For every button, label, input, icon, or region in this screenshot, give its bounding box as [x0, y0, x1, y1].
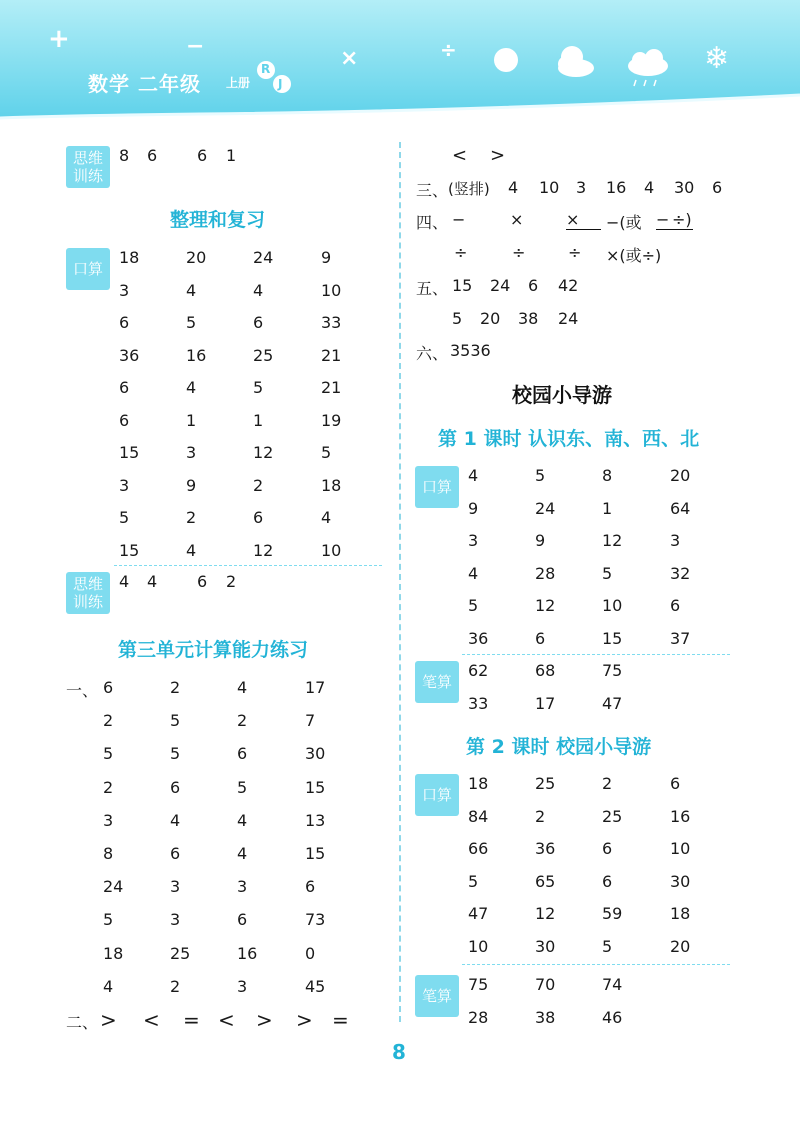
review-cell: 3 [119, 280, 130, 300]
unit3-cell: 0 [305, 943, 316, 963]
unit3-cell: 3 [170, 910, 181, 930]
part3-item: 16 [606, 178, 627, 197]
lesson2-cell: 65 [535, 871, 556, 891]
part2-item: < [218, 1008, 235, 1032]
lesson1-cell: 5 [468, 596, 479, 615]
lesson1-cell: 12 [602, 531, 623, 550]
unit3-cell: 6 [170, 777, 181, 797]
badge-j-label: J [278, 77, 283, 91]
lesson2-cell: 6 [602, 871, 613, 891]
section-title-unit3: 第三单元计算能力练习 [118, 639, 309, 661]
lesson2-cell: 30 [670, 871, 691, 891]
part4-r1-e-text: − [656, 210, 693, 230]
lesson2-bisuan-cell: 75 [468, 975, 489, 994]
kousuan-tag-left [66, 248, 110, 290]
review-cell: 4 [186, 540, 197, 560]
lesson2-cell: 6 [670, 774, 681, 793]
review-cell: 4 [186, 280, 197, 300]
lesson2-cell: 25 [535, 774, 556, 793]
part5-r1-item: 6 [528, 276, 539, 295]
lesson2-cell: 84 [468, 806, 489, 826]
lesson1-bisuan-cell: 75 [602, 661, 623, 680]
line0-b: > [490, 145, 506, 166]
lesson2-bisuan-cell: 38 [535, 1008, 556, 1027]
unit3-cell: 15 [305, 777, 326, 797]
part5-r1-item: 15 [452, 276, 473, 295]
section-title-review: 整理和复习 [170, 209, 266, 231]
part4-r2-a: ÷ [454, 243, 468, 262]
unit3-cell: 5 [170, 711, 181, 731]
header-volume: 上册 [226, 76, 251, 90]
review-cell: 4 [253, 280, 264, 300]
siwei2-a: 4 [119, 572, 130, 591]
part4-r1-b: × [510, 210, 524, 229]
part5-r2-item: 20 [480, 309, 501, 328]
siwei1-c: 6 [197, 146, 208, 165]
part4-r2-c: ÷ [568, 243, 582, 262]
lesson1-cell: 6 [535, 628, 546, 648]
minus-icon: − [186, 34, 205, 59]
review-cell: 15 [119, 443, 140, 462]
plus-icon: + [48, 24, 70, 54]
review-cell: 6 [253, 508, 264, 527]
unit3-cell: 4 [237, 678, 248, 697]
review-cell: 1 [186, 410, 197, 430]
review-cell: 18 [119, 248, 140, 267]
siwei2-d: 2 [226, 572, 237, 591]
part5-r1-item: 42 [558, 276, 579, 295]
part4-r2-d: ×(或÷) [606, 246, 662, 265]
part2-label: 二、 [66, 1013, 99, 1032]
unit3-cell: 2 [170, 678, 181, 697]
review-cell: 5 [119, 508, 130, 527]
lesson2-cell: 18 [468, 774, 489, 793]
page-number: 8 [392, 1040, 406, 1064]
times-icon: × [340, 46, 359, 71]
review-cell: 9 [321, 248, 332, 267]
line0-a: < [452, 145, 468, 166]
dashed-separator [462, 654, 730, 655]
unit3-cell: 13 [305, 810, 326, 830]
review-cell: 36 [119, 345, 140, 365]
lesson1-cell: 9 [535, 531, 546, 550]
lesson2-cell: 20 [670, 936, 691, 956]
part4-r1-a: − [452, 210, 466, 229]
unit3-cell: 2 [170, 976, 181, 996]
review-cell: 5 [321, 443, 332, 462]
lesson1-cell: 36 [468, 628, 489, 648]
dashed-separator [462, 964, 730, 965]
lesson2-bisuan-cell: 46 [602, 1008, 623, 1027]
lesson1-cell: 5 [535, 466, 546, 485]
review-cell: 5 [253, 378, 264, 397]
review-cell: 4 [186, 378, 197, 397]
part2-item: = [183, 1008, 200, 1032]
lesson2-cell: 10 [468, 936, 489, 956]
part5-r2-item: 24 [558, 309, 579, 328]
unit3-cell: 4 [170, 810, 181, 830]
unit3-cell: 45 [305, 976, 326, 996]
unit3-cell: 6 [237, 744, 248, 764]
lesson2-cell: 66 [468, 839, 489, 858]
part3-item: 3 [576, 178, 587, 197]
part2-item: > [296, 1008, 313, 1032]
lesson1-cell: 1 [602, 498, 613, 518]
unit3-cell: 24 [103, 877, 124, 897]
review-cell: 12 [253, 540, 274, 560]
part6-value: 3536 [450, 341, 491, 360]
lesson2-cell: 5 [602, 936, 613, 956]
unit3-cell: 8 [103, 844, 114, 863]
review-cell: 16 [186, 345, 207, 365]
bisuan-tag-label: 笔算 [421, 987, 452, 1005]
unit3-cell: 6 [305, 877, 316, 897]
part4-r2-b: ÷ [512, 243, 526, 262]
lesson2-title: 第 2 课时 校园小导游 [466, 736, 652, 758]
unit3-cell: 3 [170, 877, 181, 897]
unit3-cell: 6 [170, 844, 181, 863]
lesson2-cell: 2 [602, 774, 613, 793]
review-cell: 9 [186, 475, 197, 495]
header-background [0, 0, 800, 120]
lesson2-cell: 5 [468, 871, 479, 891]
part5-r1-item: 24 [490, 276, 511, 295]
unit3-cell: 5 [103, 910, 114, 930]
unit3-cell: 6 [237, 910, 248, 930]
lesson1-bisuan-cell: 62 [468, 661, 489, 680]
lesson2-cell: 47 [468, 904, 489, 923]
lesson1-cell: 15 [602, 628, 623, 648]
review-cell: 3 [119, 475, 130, 495]
lesson1-cell: 28 [535, 563, 556, 583]
unit3-cell: 17 [305, 678, 326, 697]
part4-r1-d: −(或 [606, 213, 642, 232]
review-cell: 10 [321, 540, 342, 560]
unit3-cell: 7 [305, 711, 316, 731]
part4-r1-f: ÷) [672, 210, 692, 229]
badge-r-label: R [261, 62, 271, 76]
lesson1-cell: 3 [468, 531, 479, 550]
unit3-cell: 73 [305, 910, 326, 930]
part5-label: 五、 [416, 279, 449, 298]
unit-title-campus: 校园小导游 [512, 383, 612, 407]
siwei2-b: 4 [147, 572, 158, 591]
header-title: 数学 二年级 [88, 72, 201, 96]
lesson1-bisuan-cell: 33 [468, 693, 489, 713]
page-header [0, 0, 800, 120]
review-cell: 20 [186, 248, 207, 267]
sun-icon [494, 48, 518, 72]
siwei1-a: 8 [119, 146, 130, 165]
review-cell: 1 [253, 410, 264, 430]
part2-item: < [143, 1008, 160, 1032]
kousuan-tag-label: 口算 [421, 786, 452, 804]
lesson1-cell: 5 [602, 563, 613, 583]
unit3-cell: 6 [103, 678, 114, 697]
unit3-cell: 5 [103, 744, 114, 764]
siwei1-b: 6 [147, 146, 158, 165]
unit3-cell: 5 [237, 777, 248, 797]
siwei-tag-2 [66, 572, 110, 614]
lesson2-cell: 30 [535, 936, 556, 956]
review-cell: 19 [321, 410, 342, 430]
unit3-cell: 4 [103, 976, 114, 996]
siwei2-c: 6 [197, 572, 208, 591]
part3-item: 30 [674, 178, 695, 197]
review-cell: 33 [321, 313, 342, 332]
unit3-cell: 3 [103, 810, 114, 830]
unit3-cell: 2 [103, 777, 114, 797]
lesson1-cell: 64 [670, 498, 691, 518]
review-cell: 24 [253, 248, 274, 267]
unit3-cell: 3 [237, 877, 248, 897]
lesson2-bisuan-cell: 28 [468, 1008, 489, 1027]
part3-item: 6 [712, 178, 723, 197]
review-cell: 6 [119, 378, 130, 397]
review-cell: 6 [253, 313, 264, 332]
part6-label: 六、 [416, 344, 449, 363]
lesson1-cell: 24 [535, 498, 556, 518]
lesson1-cell: 3 [670, 531, 681, 550]
unit3-cell: 16 [237, 943, 258, 963]
lesson1-cell: 37 [670, 628, 691, 648]
siwei1-d: 1 [226, 146, 237, 165]
review-cell: 10 [321, 280, 342, 300]
lesson1-cell: 12 [535, 596, 556, 615]
unit3-cell: 4 [237, 844, 248, 863]
lesson2-bisuan-cell: 74 [602, 975, 623, 994]
siwei-tag-label: 思维 训练 [72, 149, 103, 185]
part4-r1-c-text: × [566, 210, 601, 230]
lesson2-cell: 36 [535, 839, 556, 858]
snowflake-icon: ❄ [704, 41, 730, 76]
lesson2-cell: 16 [670, 806, 691, 826]
dashed-separator [114, 565, 382, 566]
review-cell: 6 [119, 313, 130, 332]
part3-item: 4 [644, 178, 655, 197]
kousuan-tag-r1 [415, 466, 459, 508]
lesson1-cell: 20 [670, 466, 691, 485]
lesson1-cell: 4 [468, 466, 479, 485]
bisuan-tag-r1 [415, 661, 459, 703]
review-cell: 6 [119, 410, 130, 430]
lesson1-cell: 6 [670, 596, 681, 615]
part3-item: 4 [508, 178, 519, 197]
kousuan-tag-r2 [415, 774, 459, 816]
part4-label: 四、 [416, 213, 449, 232]
lesson2-cell: 18 [670, 904, 691, 923]
review-cell: 15 [119, 540, 140, 560]
review-cell: 21 [321, 345, 342, 365]
unit3-cell: 2 [237, 711, 248, 731]
lesson1-cell: 10 [602, 596, 623, 615]
unit3-cell: 30 [305, 744, 326, 764]
lesson1-cell: 9 [468, 498, 479, 518]
lesson2-cell: 2 [535, 806, 546, 826]
part1-label: 一、 [66, 681, 99, 700]
unit3-cell: 15 [305, 844, 326, 863]
part5-r2-item: 38 [518, 309, 539, 328]
lesson1-bisuan-cell: 47 [602, 693, 623, 713]
lesson2-cell: 25 [602, 806, 623, 826]
kousuan-tag-label: 口算 [72, 260, 103, 278]
lesson2-cell: 10 [670, 839, 691, 858]
lesson2-cell: 6 [602, 839, 613, 858]
unit3-cell: 5 [170, 744, 181, 764]
review-cell: 12 [253, 443, 274, 462]
lesson1-bisuan-cell: 17 [535, 693, 556, 713]
bisuan-tag-r2 [415, 975, 459, 1017]
part2-item: > [256, 1008, 273, 1032]
review-cell: 18 [321, 475, 342, 495]
lesson1-cell: 4 [468, 563, 479, 583]
column-divider [399, 142, 401, 1022]
part3-paren: (竖排) [448, 180, 490, 198]
lesson1-title: 第 1 课时 认识东、南、西、北 [438, 428, 700, 450]
part2-item: = [332, 1008, 349, 1032]
siwei-tag [66, 146, 110, 188]
part3-item: 10 [539, 178, 560, 197]
review-cell: 25 [253, 345, 274, 365]
part5-r2-item: 5 [452, 309, 463, 328]
review-cell: 21 [321, 378, 342, 397]
kousuan-tag-label: 口算 [421, 478, 452, 496]
unit3-cell: 18 [103, 943, 124, 963]
unit3-cell: 3 [237, 976, 248, 996]
lesson2-cell: 59 [602, 904, 623, 923]
lesson1-cell: 32 [670, 563, 691, 583]
divide-icon: ÷ [440, 38, 457, 62]
part2-item: > [100, 1008, 117, 1032]
unit3-cell: 25 [170, 943, 191, 963]
part4-r1-c [566, 210, 601, 230]
lesson1-bisuan-cell: 68 [535, 661, 556, 680]
part3-label: 三、 [416, 181, 449, 200]
siwei-tag-label: 思维 训练 [72, 575, 103, 611]
review-cell: 4 [321, 508, 332, 527]
lesson2-cell: 12 [535, 904, 556, 923]
unit3-cell: 2 [103, 711, 114, 731]
review-cell: 2 [253, 475, 264, 495]
lesson2-bisuan-cell: 70 [535, 975, 556, 994]
lesson1-cell: 8 [602, 466, 613, 485]
unit3-cell: 4 [237, 810, 248, 830]
review-cell: 2 [186, 508, 197, 527]
bisuan-tag-label: 笔算 [421, 673, 452, 691]
review-cell: 5 [186, 313, 197, 332]
review-cell: 3 [186, 443, 197, 462]
